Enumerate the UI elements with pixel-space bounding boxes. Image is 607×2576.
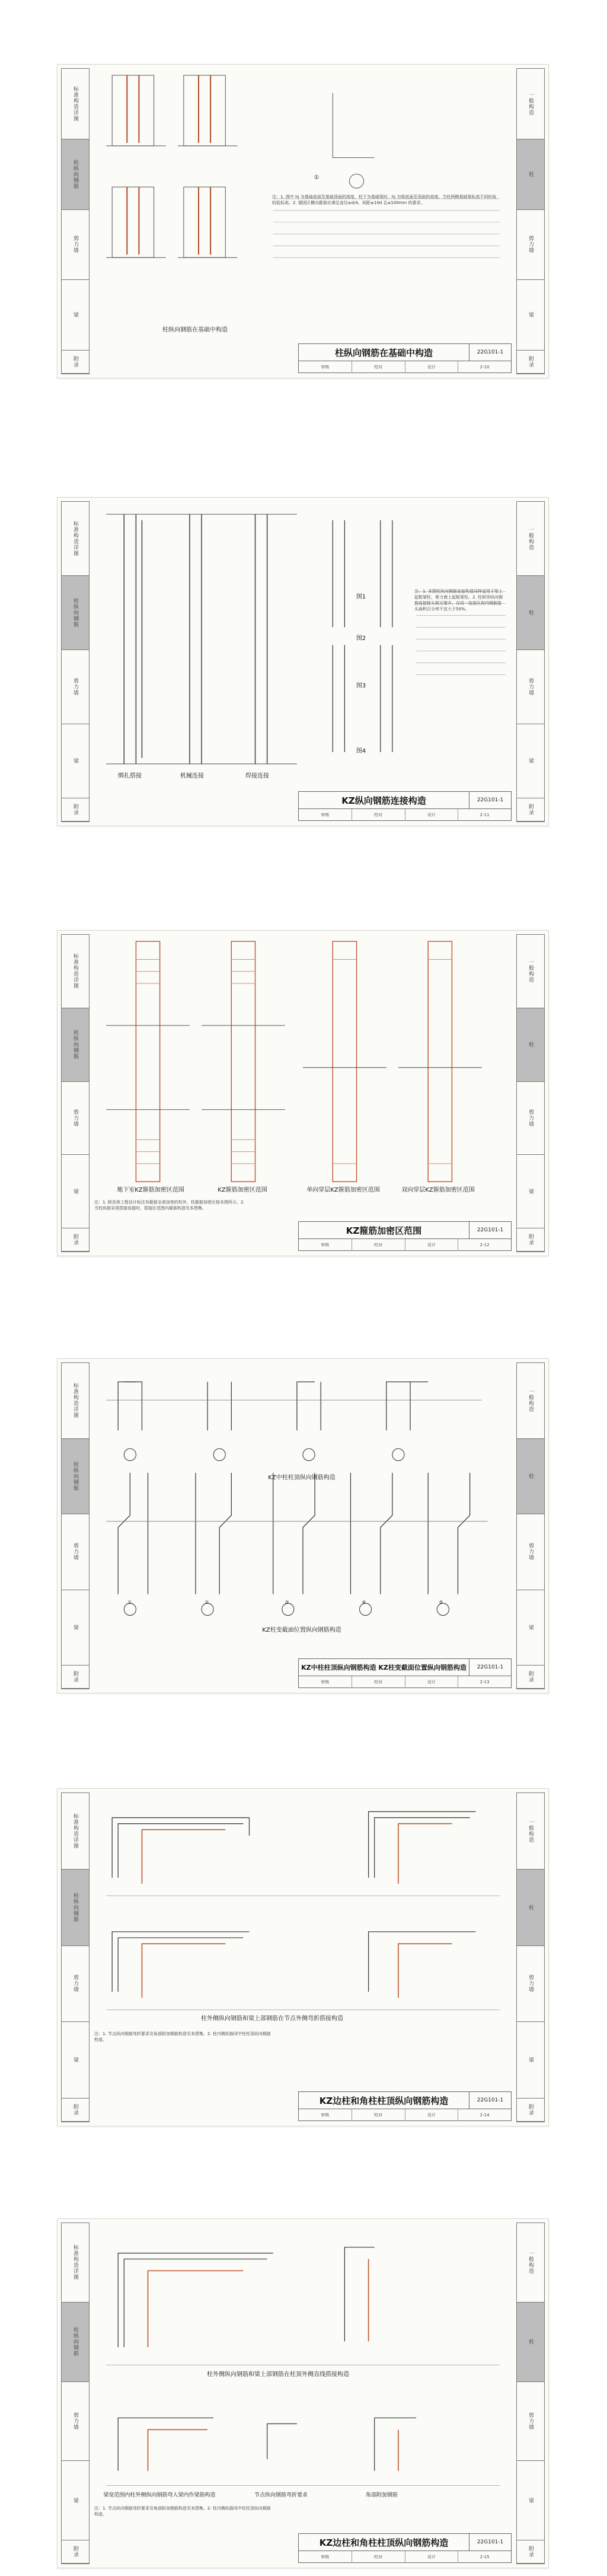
- sign-cell: 校对: [352, 2551, 405, 2563]
- drawing-caption: 双向穿层KZ箍筋加密区范围: [401, 1187, 475, 1193]
- sidebar-cell: 剪力墙: [62, 2382, 89, 2462]
- sidebar-cell: 剪力墙: [517, 210, 544, 281]
- sidebar-cell: 附录: [62, 798, 89, 821]
- sidebar-cell-active: 柱纵向钢筋: [62, 1008, 89, 1082]
- title-block: [298, 791, 512, 821]
- sidebar-cell: 一般构造: [517, 935, 544, 1008]
- drawing-caption: 地下室KZ箍筋加密区范围: [117, 1187, 184, 1193]
- sign-cell: 设计: [405, 809, 459, 821]
- detail-marker: ②: [205, 1600, 209, 1605]
- sidebar-cell: 梁: [517, 2461, 544, 2540]
- sidebar-cell: 梁: [62, 1155, 89, 1228]
- drawing-notes: 注：1. 节点纵向钢筋弯折要求及角部附加钢筋构造见本图集。2. 柱内侧纵筋同中柱柱顶纵向钢筋构造。: [94, 2506, 271, 2517]
- sidebar-right: [516, 934, 545, 1252]
- title-block: [298, 1221, 512, 1251]
- sidebar-left: [61, 1792, 90, 2122]
- drawing-caption: KZ柱变截面位置纵向钢筋构造: [262, 1627, 341, 1634]
- sidebar-cell: 附录: [62, 1228, 89, 1252]
- sidebar-right: [516, 1362, 545, 1689]
- sidebar-cell-active: 柱纵向钢筋: [62, 1439, 89, 1515]
- sheet-title: KZ纵向钢筋连接构造: [341, 795, 426, 806]
- sidebar-cell: 梁: [62, 2461, 89, 2540]
- title-block: [298, 343, 512, 373]
- drawing-sheet-2: [57, 497, 549, 826]
- sidebar-cell-active: 柱: [517, 1870, 544, 1946]
- drawing-notes: 注：1. 本图柱纵向钢筋连接构造同样适用于梁上起框架柱、剪力墙上起框架柱。2. 柱相邻纵向钢筋连接接头相互错开。在同一连接区段内钢筋接头面积百分率不宜大于50%。: [414, 589, 503, 612]
- sidebar-cell: 一般构造: [517, 502, 544, 576]
- sidebar-cell: 剪力墙: [517, 1082, 544, 1155]
- sidebar-cell: 梁: [517, 2022, 544, 2099]
- rebar-drawing: [94, 502, 512, 788]
- detail-marker: ①: [127, 1600, 132, 1605]
- drawing-sheet-6: [57, 2218, 549, 2568]
- sidebar-cell-active: 柱: [517, 2303, 544, 2382]
- sidebar-cell: 附录: [62, 351, 89, 374]
- page-number: 2-10: [480, 365, 490, 370]
- figure-label: 图1: [356, 594, 366, 600]
- sidebar-cell: 剪力墙: [62, 1514, 89, 1590]
- sidebar-cell: 剪力墙: [517, 1946, 544, 2023]
- sidebar-cell: 剪力墙: [62, 210, 89, 281]
- sidebar-left: [61, 934, 90, 1252]
- sign-cell: 校对: [352, 361, 405, 373]
- sidebar-cell: 梁: [517, 1590, 544, 1666]
- sidebar-cell: 标准构造详图: [62, 935, 89, 1008]
- sidebar-cell: 标准构造详图: [62, 69, 89, 139]
- sidebar-cell: 附录: [62, 2540, 89, 2564]
- sidebar-cell-active: 柱纵向钢筋: [62, 2303, 89, 2382]
- detail-marker: ①: [314, 174, 320, 181]
- sidebar-cell-active: 柱: [517, 139, 544, 210]
- sidebar-right: [516, 68, 545, 374]
- sheet-title: KZ边柱和角柱柱顶纵向钢筋构造: [319, 2095, 449, 2106]
- atlas-code: 22G101-1: [469, 1222, 511, 1238]
- sidebar-cell: 标准构造详图: [62, 502, 89, 576]
- sign-cell: 审核: [299, 1239, 352, 1251]
- sidebar-cell: 剪力墙: [62, 650, 89, 724]
- sidebar-cell: 梁: [517, 1155, 544, 1228]
- drawing-caption: KZ中柱柱顶纵向钢筋构造: [268, 1475, 336, 1481]
- sheet-title: 柱纵向钢筋在基础中构造: [334, 347, 433, 358]
- atlas-code: 22G101-1: [469, 2534, 511, 2550]
- page-number: 2-12: [480, 1243, 490, 1247]
- figure-label: 图4: [356, 748, 366, 754]
- page-number: 2-13: [480, 1680, 490, 1685]
- drawing-sheet-3: [57, 930, 549, 1256]
- sidebar-cell: 附录: [517, 1666, 544, 1689]
- sidebar-cell: 附录: [517, 798, 544, 821]
- drawing-sheet-5: [57, 1788, 549, 2126]
- sign-cell: 审核: [299, 809, 352, 821]
- sidebar-cell: 梁: [62, 724, 89, 798]
- atlas-code: 22G101-1: [469, 344, 511, 361]
- sidebar-cell: 附录: [62, 1666, 89, 1689]
- sidebar-cell: 剪力墙: [517, 1514, 544, 1590]
- sidebar-cell: 一般构造: [517, 69, 544, 139]
- sidebar-right: [516, 2222, 545, 2564]
- sign-cell: 校对: [352, 1239, 405, 1251]
- sidebar-cell: 标准构造详图: [62, 2223, 89, 2303]
- rebar-drawing: [94, 1364, 512, 1655]
- sidebar-cell: 剪力墙: [517, 2382, 544, 2462]
- drawing-caption: KZ箍筋加密区范围: [218, 1187, 267, 1193]
- sidebar-cell: 附录: [517, 2540, 544, 2564]
- sidebar-left: [61, 1362, 90, 1689]
- sign-cell: 设计: [405, 2109, 459, 2121]
- drawing-caption: 角部附加钢筋: [365, 2492, 398, 2498]
- figure-label: 图2: [356, 635, 366, 642]
- sign-cell: 审核: [299, 361, 352, 373]
- sheet-title: KZ中柱柱顶纵向钢筋构造 KZ柱变截面位置纵向钢筋构造: [301, 1664, 467, 1671]
- drawing-caption: 节点纵向钢筋弯折要求: [254, 2492, 308, 2498]
- sidebar-cell-active: 柱纵向钢筋: [62, 139, 89, 210]
- sidebar-cell-active: 柱纵向钢筋: [62, 576, 89, 650]
- drawing-caption: 柱外侧纵向钢筋和梁上部钢筋在节点外侧弯折搭接构造: [201, 2015, 343, 2022]
- title-block: [298, 2091, 512, 2121]
- sidebar-cell-active: 柱: [517, 1008, 544, 1082]
- drawing-caption: 梁宽范围内柱外侧纵向钢筋弯入梁内作梁筋构造: [103, 2492, 216, 2498]
- sidebar-cell: 附录: [62, 2099, 89, 2122]
- page-number: 2-14: [480, 2113, 490, 2118]
- rebar-drawing: [94, 935, 512, 1218]
- sidebar-cell: 梁: [517, 724, 544, 798]
- atlas-code: 22G101-1: [469, 2092, 511, 2109]
- drawing-caption: 机械连接: [180, 773, 204, 779]
- drawing-sheet-1: [57, 64, 549, 378]
- drawing-notes: 注：1. 图中 hj 为基础底面至基础顶面的高度，柱下为基础梁时，hj 为梁底面至顶面的高度。当柱两侧基础梁标高不同时取较低标高。2. 锚固区横向箍筋应满足直径≥d/4，间距≤10d 且≤100mm 的要求。: [272, 195, 497, 205]
- sign-cell: 设计: [405, 361, 459, 373]
- sidebar-cell: 标准构造详图: [62, 1793, 89, 1870]
- sidebar-cell: 一般构造: [517, 1793, 544, 1870]
- sidebar-cell: 标准构造详图: [62, 1363, 89, 1439]
- sidebar-left: [61, 501, 90, 822]
- sidebar-cell: 附录: [517, 2099, 544, 2122]
- drawing-caption: 焊接连接: [245, 773, 269, 779]
- sign-cell: 审核: [299, 2551, 352, 2563]
- sidebar-cell: 梁: [62, 1590, 89, 1666]
- sidebar-cell: 一般构造: [517, 2223, 544, 2303]
- drawing-caption: 柱纵向钢筋在基础中构造: [162, 327, 228, 333]
- sidebar-left: [61, 2222, 90, 2564]
- title-block: [298, 2533, 512, 2563]
- drawing-caption: 绑扎搭接: [118, 773, 142, 779]
- sign-cell: 设计: [405, 2551, 459, 2563]
- sidebar-right: [516, 1792, 545, 2122]
- sign-cell: 审核: [299, 1676, 352, 1688]
- sign-cell: 设计: [405, 1676, 459, 1688]
- sign-cell: 设计: [405, 1239, 459, 1251]
- drawing-caption: 单向穿层KZ箍筋加密区范围: [306, 1187, 380, 1193]
- sheet-title: KZ边柱和角柱柱顶纵向钢筋构造: [319, 2537, 449, 2548]
- sidebar-cell: 剪力墙: [517, 650, 544, 724]
- atlas-code: 22G101-1: [469, 1659, 511, 1676]
- sign-cell: 审核: [299, 2109, 352, 2121]
- sidebar-cell: 附录: [517, 351, 544, 374]
- sidebar-cell: 剪力墙: [62, 1082, 89, 1155]
- sign-cell: 校对: [352, 809, 405, 821]
- sidebar-right: [516, 501, 545, 822]
- atlas-code: 22G101-1: [469, 792, 511, 808]
- sidebar-left: [61, 68, 90, 374]
- sidebar-cell: 一般构造: [517, 1363, 544, 1439]
- drawing-caption: 柱外侧纵向钢筋和梁上部钢筋在柱顶外侧直线搭接构造: [207, 2371, 349, 2378]
- detail-marker: ⑤: [439, 1600, 443, 1605]
- sidebar-cell-active: 柱: [517, 576, 544, 650]
- page-number: 2-15: [480, 2555, 490, 2559]
- drawing-sheet-4: [57, 1358, 549, 1693]
- sidebar-cell: 梁: [517, 280, 544, 351]
- sheet-title: KZ箍筋加密区范围: [346, 1225, 422, 1236]
- drawing-notes: 注：1. 除具体工程设计标注有箍筋全高加密的柱外，柱箍筋加密区按本图所示。2. 当柱纵筋采用搭接连接时，搭接区范围内箍筋构造见本图集。: [94, 1200, 245, 1211]
- sidebar-cell: 梁: [62, 2022, 89, 2099]
- rebar-drawing: [94, 1794, 512, 2088]
- sign-cell: 校对: [352, 2109, 405, 2121]
- sidebar-cell-active: 柱: [517, 1439, 544, 1515]
- detail-marker: ③: [285, 1600, 289, 1605]
- title-block: [298, 1658, 512, 1688]
- sidebar-cell: 剪力墙: [62, 1946, 89, 2023]
- figure-label: 图3: [356, 683, 366, 689]
- detail-marker: ④: [362, 1600, 366, 1605]
- sidebar-cell-active: 柱纵向钢筋: [62, 1870, 89, 1946]
- sign-cell: 校对: [352, 1676, 405, 1688]
- drawing-notes: 注：1. 节点纵向钢筋弯折要求及角部附加钢筋构造见本图集。2. 柱内侧纵筋同中柱柱顶纵向钢筋构造。: [94, 2031, 271, 2042]
- sidebar-cell: 梁: [62, 280, 89, 351]
- page-number: 2-11: [480, 813, 490, 817]
- sidebar-cell: 附录: [517, 1228, 544, 1252]
